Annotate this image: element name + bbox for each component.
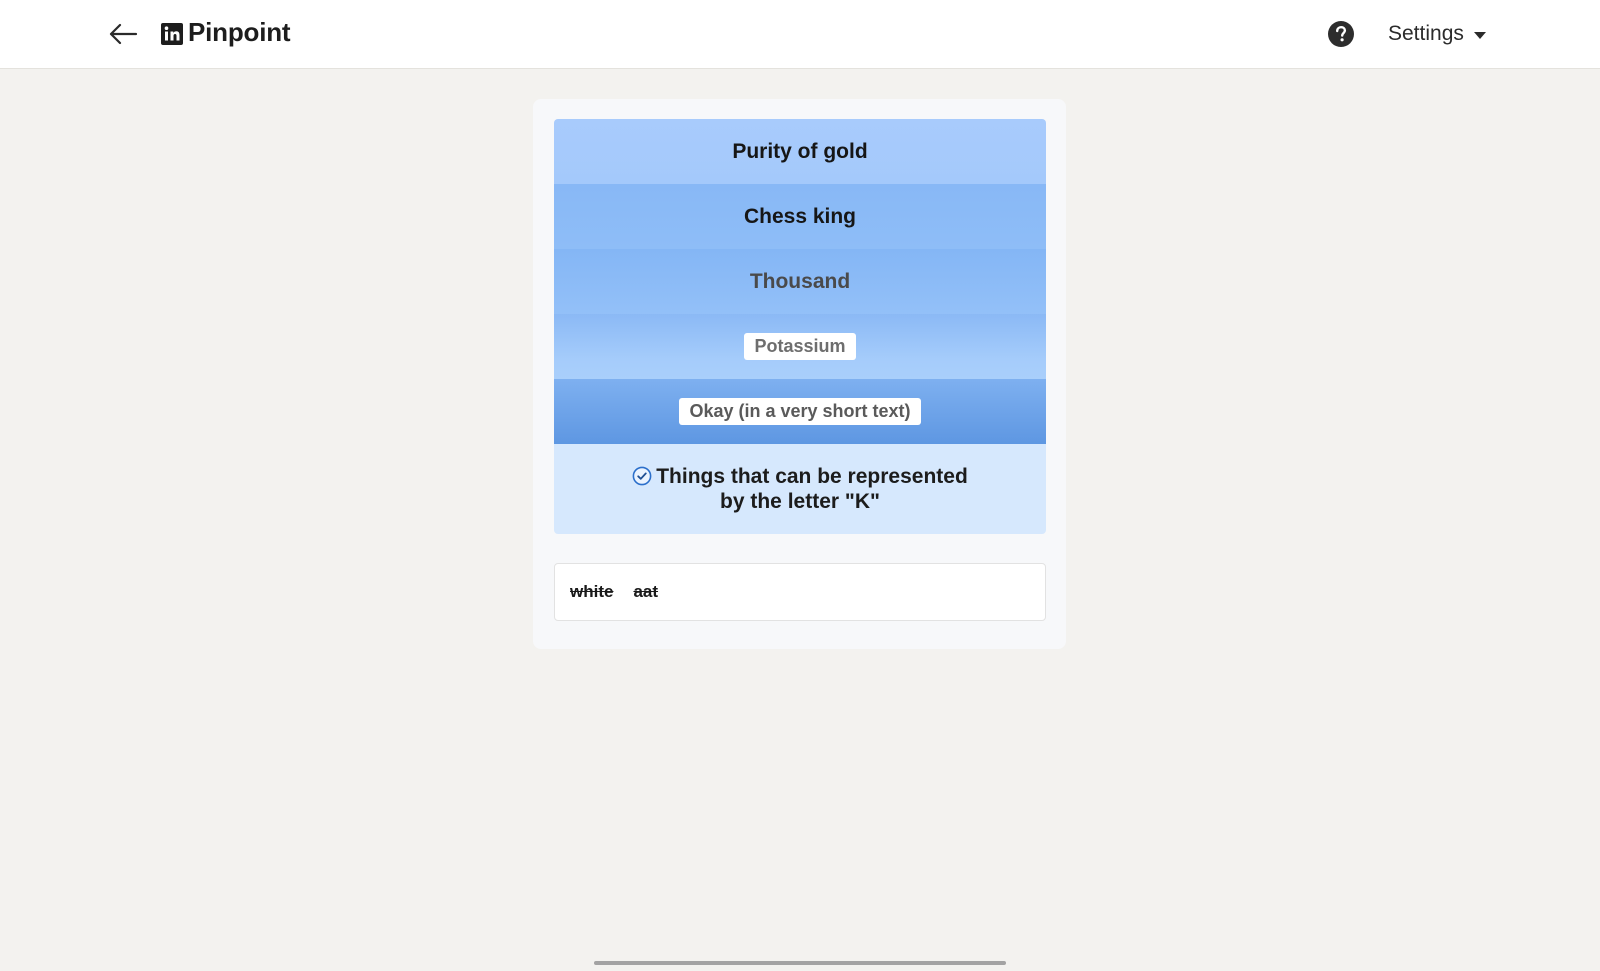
clue-3 bbox=[554, 249, 1046, 314]
back-button[interactable] bbox=[106, 18, 140, 50]
guess-item: aat bbox=[633, 582, 659, 601]
clue-label: Purity of gold bbox=[732, 139, 868, 163]
clue-1 bbox=[554, 119, 1046, 184]
clue-label: Thousand bbox=[749, 269, 851, 293]
settings-dropdown[interactable] bbox=[1388, 20, 1486, 48]
guess-item: white bbox=[570, 582, 614, 601]
answer-line-1: Things that can be represented bbox=[656, 465, 968, 488]
check-circle-icon bbox=[632, 466, 652, 486]
caret-down-icon bbox=[1474, 32, 1486, 39]
clue-label: Okay (in a very short text) bbox=[679, 398, 920, 425]
answer-banner bbox=[554, 444, 1046, 534]
game-panel bbox=[533, 99, 1066, 649]
clue-label: Chess king bbox=[743, 204, 857, 228]
previous-guesses bbox=[554, 563, 1046, 621]
top-bar bbox=[0, 0, 1600, 69]
horizontal-scrollbar[interactable] bbox=[594, 961, 1006, 965]
clue-4 bbox=[554, 314, 1046, 379]
settings-label: Settings bbox=[1388, 22, 1464, 45]
answer-line-2: by the letter "K" bbox=[720, 490, 880, 513]
clue-label: Potassium bbox=[744, 333, 855, 360]
question-circle-icon[interactable] bbox=[1327, 20, 1355, 48]
arrow-left-icon bbox=[108, 23, 138, 45]
clue-5 bbox=[554, 379, 1046, 444]
clue-2 bbox=[554, 184, 1046, 249]
linkedin-logo-icon bbox=[161, 23, 183, 45]
app-title: Pinpoint bbox=[188, 17, 291, 47]
